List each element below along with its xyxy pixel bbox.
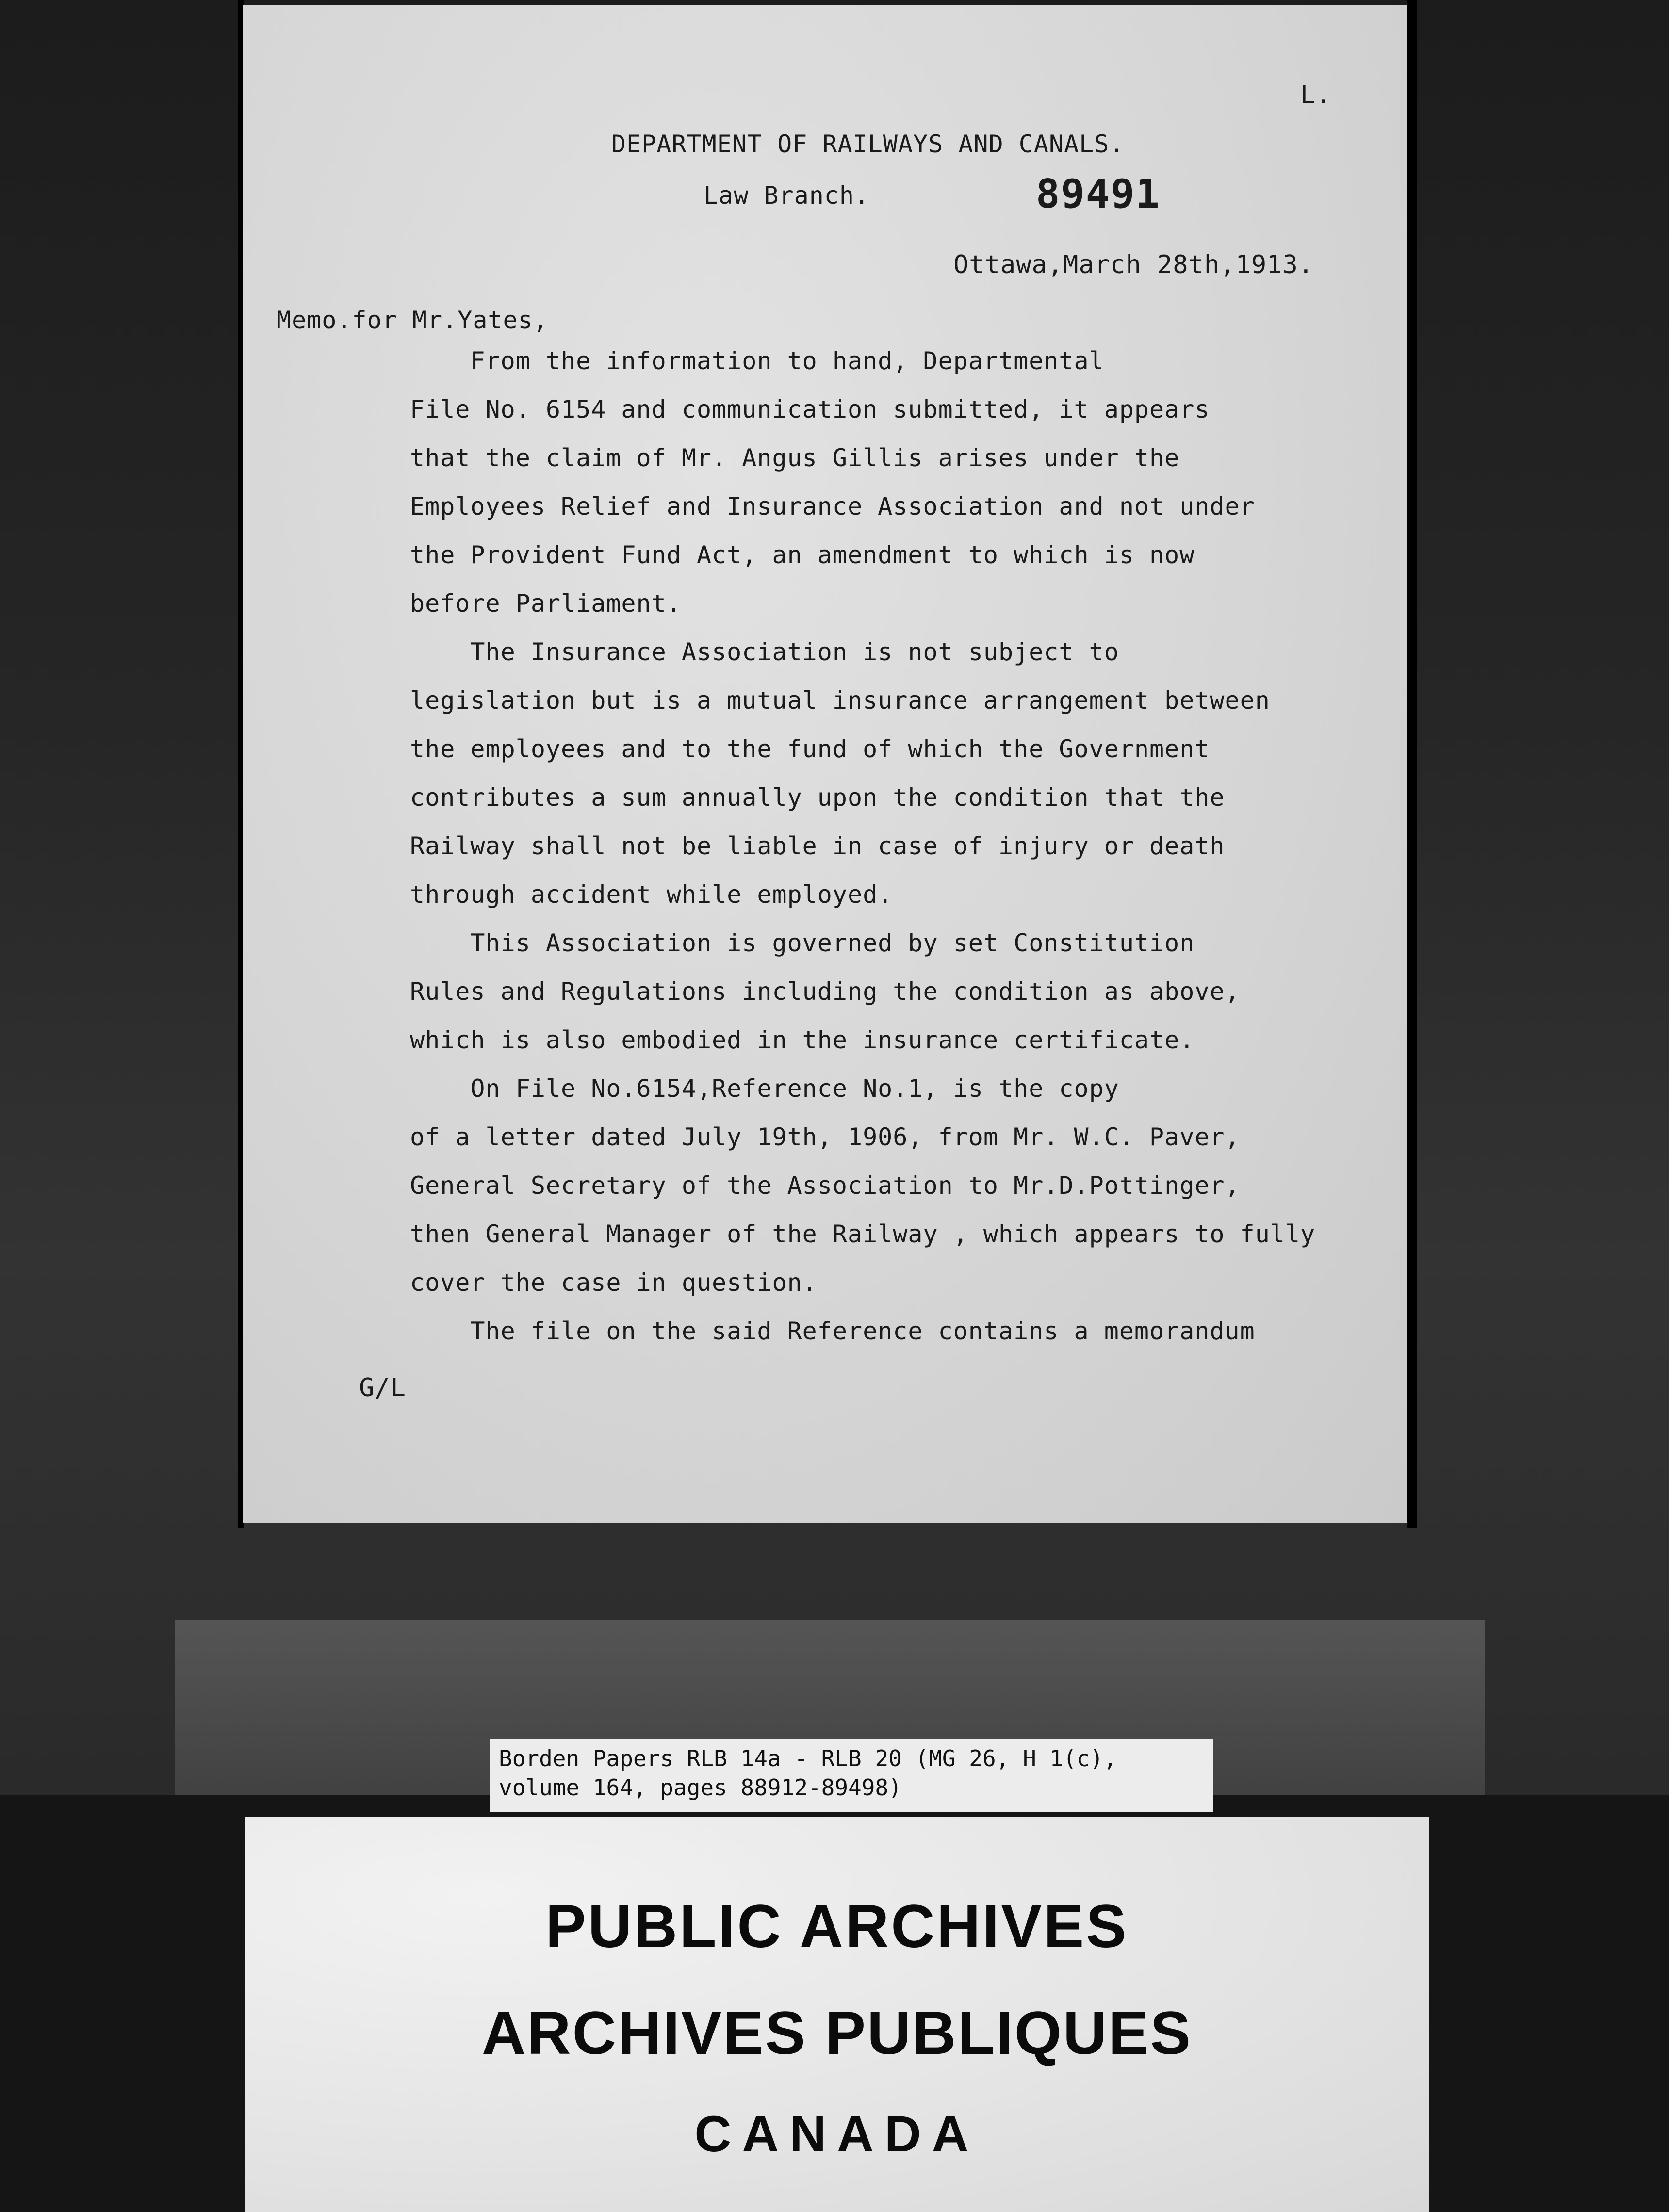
body-line: the Provident Fund Act, an amendment to which is now: [410, 541, 1195, 569]
body-line: contributes a sum annually upon the condition that the: [410, 783, 1225, 812]
collection-caption: [490, 1739, 1213, 1812]
body-line: Employees Relief and Insurance Association and not under: [410, 492, 1255, 520]
right-frame-edge: [1407, 0, 1417, 1528]
body-line: File No. 6154 and communication submitted, it appears: [410, 395, 1210, 423]
body-line: then General Manager of the Railway , which appears to fully: [410, 1220, 1316, 1248]
body-line: This Association is governed by set Constitution: [410, 929, 1195, 957]
caption-line-1: Borden Papers RLB 14a - RLB 20 (MG 26, H 1(c),: [499, 1745, 1117, 1772]
body-line: which is also embodied in the insurance certificate.: [410, 1026, 1195, 1054]
stamp-line-french: ARCHIVES PUBLIQUES: [482, 2000, 1192, 2067]
department-heading: DEPARTMENT OF RAILWAYS AND CANALS.: [611, 130, 1125, 158]
memo-recipient: Memo.for Mr.Yates,: [277, 306, 548, 334]
body-line: legislation but is a mutual insurance arrangement between: [410, 686, 1270, 715]
body-line: On File No.6154,Reference No.1, is the copy: [410, 1074, 1119, 1103]
body-line: that the claim of Mr. Angus Gillis arises under the: [410, 444, 1180, 472]
stamp-line-english: PUBLIC ARCHIVES: [545, 1893, 1129, 1960]
branch-heading: Law Branch.: [704, 181, 870, 210]
body-line: cover the case in question.: [410, 1269, 818, 1297]
body-line: through accident while employed.: [410, 880, 893, 909]
body-line: Railway shall not be liable in case of injury or death: [410, 832, 1225, 860]
typist-initials: G/L: [359, 1373, 406, 1402]
body-line: the employees and to the fund of which the Government: [410, 735, 1210, 763]
body-line: The file on the said Reference contains a memorandum: [410, 1317, 1255, 1345]
body-line: General Secretary of the Association to Mr.D.Pottinger,: [410, 1171, 1240, 1200]
body-line: of a letter dated July 19th, 1906, from Mr. W.C. Paver,: [410, 1123, 1240, 1151]
memo-page: [243, 5, 1407, 1523]
archives-stamp: [245, 1817, 1429, 2212]
body-line: From the information to hand, Departmental: [410, 347, 1104, 375]
body-line: The Insurance Association is not subject to: [410, 638, 1119, 666]
body-line: Rules and Regulations including the condition as above,: [410, 977, 1240, 1006]
stamp-line-country: CANADA: [694, 2106, 980, 2163]
page-mark: L.: [1300, 81, 1332, 110]
dateline: Ottawa,March 28th,1913.: [953, 250, 1314, 279]
file-number: 89491: [1036, 171, 1161, 217]
caption-line-2: volume 164, pages 88912-89498): [499, 1774, 902, 1801]
body-line: before Parliament.: [410, 589, 682, 618]
